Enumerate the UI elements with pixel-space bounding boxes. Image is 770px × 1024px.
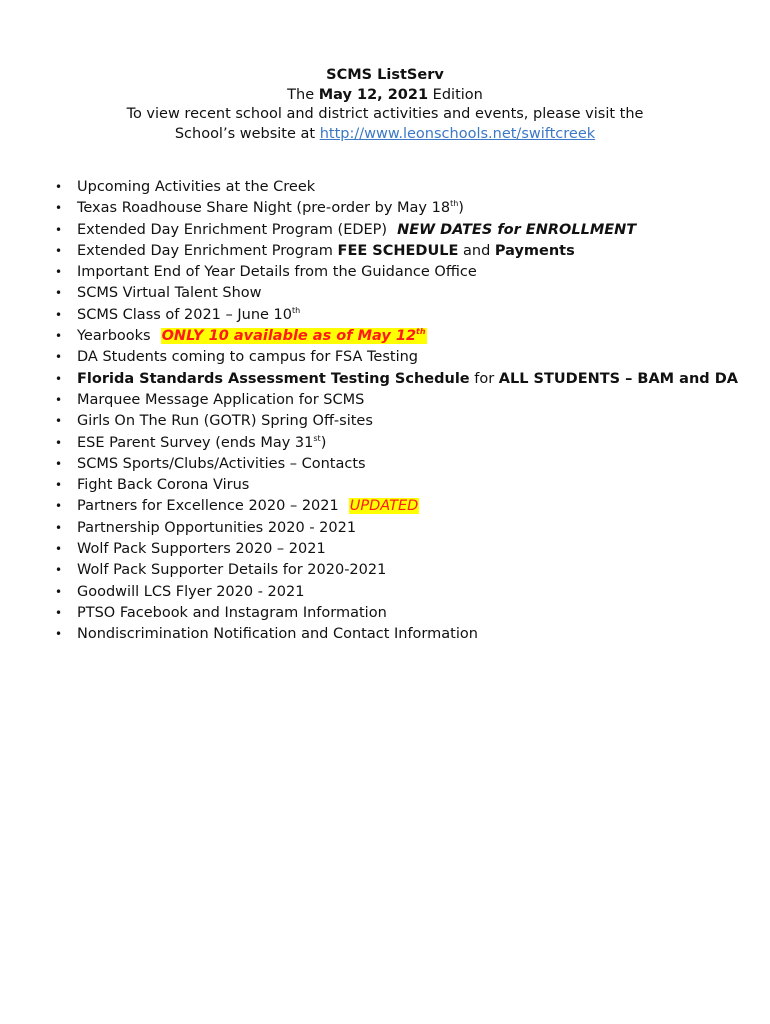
list-item-nondiscrimination — [55, 624, 755, 645]
list-item-text-end: ) — [320, 434, 327, 451]
fsa-schedule-label: Florida Standards Assessment Testing Schedule — [77, 370, 470, 387]
list-item-ese-survey — [55, 433, 755, 454]
bullet-icon: • — [55, 520, 63, 535]
edition-prefix: The — [287, 86, 319, 103]
topic-list — [55, 177, 755, 646]
list-item-text — [77, 305, 300, 326]
list-item-edep — [55, 220, 755, 241]
list-item-ptso-social — [55, 603, 755, 624]
list-item-text: Nondiscrimination Notification and Contact Information — [77, 626, 478, 643]
list-item-sports-contacts — [55, 454, 755, 475]
list-item-text: Fight Back Corona Virus — [77, 477, 250, 494]
payments-label: Payments — [494, 242, 575, 259]
bullet-icon: • — [55, 478, 63, 493]
list-item-upcoming-activities — [55, 177, 755, 198]
bullet-icon: • — [55, 605, 63, 620]
updated-tag: UPDATED — [349, 498, 419, 515]
yearbook-availability-tag — [161, 328, 427, 344]
document-title: SCMS ListServ — [326, 67, 444, 83]
bullet-icon: • — [55, 627, 63, 642]
list-item-text: Goodwill LCS Flyer 2020 - 2021 — [77, 583, 305, 600]
bullet-icon: • — [55, 222, 63, 237]
list-item-text-main: SCMS Class of 2021 – June 10 — [77, 306, 293, 323]
bullet-icon: • — [55, 456, 63, 471]
list-item-fsa-testing — [55, 347, 755, 368]
ordinal-suffix: th — [416, 327, 426, 337]
list-item-wolf-pack-supporters — [55, 539, 755, 560]
list-item-text: Partnership Opportunities 2020 - 2021 — [77, 519, 357, 536]
list-item-text — [77, 220, 636, 241]
list-item-talent-show — [55, 283, 755, 304]
list-item-text-main: Extended Day Enrichment Program (EDEP) — [77, 221, 388, 238]
list-item-text-main: Partners for Excellence 2020 – 2021 — [77, 498, 339, 515]
list-item-text-end: ) — [458, 200, 464, 217]
list-item-corona — [55, 475, 755, 496]
bullet-icon: • — [55, 563, 63, 578]
list-item-text: Girls On The Run (GOTR) Spring Off-sites — [77, 413, 373, 430]
bullet-icon: • — [55, 350, 63, 365]
bullet-icon: • — [55, 414, 63, 429]
list-item-text-main: Texas Roadhouse Share Night (pre-order by May 18 — [77, 200, 451, 217]
bullet-icon: • — [55, 180, 63, 194]
list-item-text: Important End of Year Details from the Guidance Office — [77, 264, 477, 281]
ordinal-suffix: th — [450, 199, 459, 209]
list-item-text-main: Extended Day Enrichment Program — [77, 242, 338, 259]
list-item-text: Wolf Pack Supporter Details for 2020-2021 — [77, 562, 387, 579]
edition-line — [0, 86, 770, 106]
list-item-text — [77, 326, 427, 347]
bullet-icon: • — [55, 329, 63, 344]
list-item-text — [77, 198, 464, 219]
list-item-connector: for — [469, 370, 499, 387]
list-item-gotr — [55, 411, 755, 432]
list-item-text — [77, 369, 738, 390]
list-item-goodwill-flyer — [55, 582, 755, 603]
list-item-text: DA Students coming to campus for FSA Testing — [77, 349, 418, 366]
ordinal-suffix: st — [313, 433, 321, 443]
bullet-icon: • — [55, 201, 63, 216]
website-prefix: School’s website at — [174, 125, 320, 142]
edition-date: May 12, 2021 — [318, 86, 429, 103]
edition-suffix: Edition — [428, 86, 483, 103]
document-header — [0, 66, 770, 144]
list-item-partners-excellence — [55, 496, 755, 517]
list-item-text: Marquee Message Application for SCMS — [77, 391, 365, 408]
new-dates-tag: NEW DATES for ENROLLMENT — [397, 221, 637, 238]
bullet-icon: • — [55, 265, 63, 280]
list-item-texas-roadhouse — [55, 198, 755, 219]
list-item-partnership-opportunities — [55, 518, 755, 539]
list-item-text — [77, 496, 419, 517]
bullet-icon: • — [55, 371, 63, 386]
school-website-link[interactable]: http://www.leonschools.net/swiftcreek — [319, 125, 596, 142]
ordinal-suffix: th — [292, 305, 301, 315]
list-item-class-of-2021 — [55, 305, 755, 326]
website-line — [0, 125, 770, 145]
list-item-edep-fees — [55, 241, 755, 262]
visit-instructions: To view recent school and district activities and events, please visit the — [126, 106, 644, 122]
list-item-marquee-message — [55, 390, 755, 411]
bullet-icon: • — [55, 286, 63, 301]
bullet-icon: • — [55, 499, 63, 514]
bullet-icon: • — [55, 542, 63, 557]
list-item-connector: and — [458, 242, 495, 259]
list-item-text: PTSO Facebook and Instagram Information — [77, 604, 387, 621]
bullet-icon: • — [55, 435, 63, 450]
bullet-icon: • — [55, 307, 63, 322]
list-item-guidance-details — [55, 262, 755, 283]
list-item-text: SCMS Sports/Clubs/Activities – Contacts — [77, 455, 366, 472]
yearbook-availability-text: ONLY 10 available as of May 12 — [161, 328, 417, 345]
fee-schedule-label: FEE SCHEDULE — [337, 242, 459, 259]
list-item-wolf-pack-details — [55, 560, 755, 581]
list-item-text: SCMS Virtual Talent Show — [77, 285, 262, 302]
list-item-text — [77, 241, 575, 262]
bullet-icon: • — [55, 584, 63, 599]
list-item-fsa-schedule — [55, 369, 755, 390]
list-item-text-main: ESE Parent Survey (ends May 31 — [77, 434, 314, 451]
bullet-icon: • — [55, 243, 63, 258]
list-item-yearbooks — [55, 326, 755, 347]
list-item-text-main: Yearbooks — [77, 328, 151, 345]
list-item-text — [77, 433, 326, 454]
list-item-text: Wolf Pack Supporters 2020 – 2021 — [77, 541, 326, 558]
all-students-label: ALL STUDENTS – BAM and DA — [498, 370, 738, 387]
bullet-icon: • — [55, 392, 63, 407]
list-item-text: Upcoming Activities at the Creek — [77, 179, 316, 195]
